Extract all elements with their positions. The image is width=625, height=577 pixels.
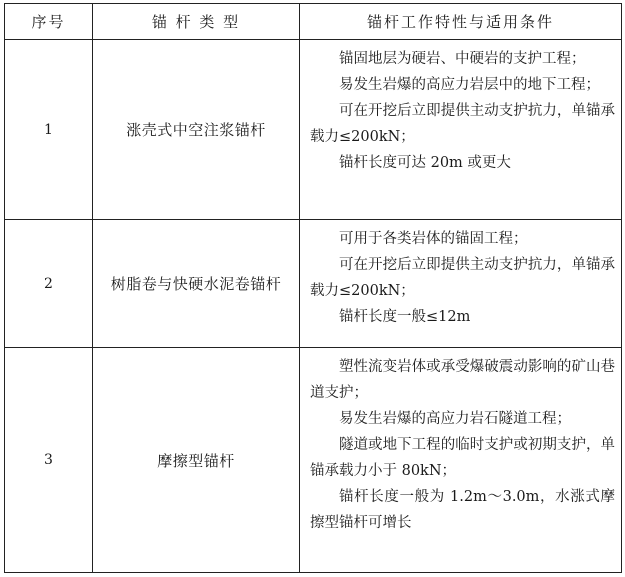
description-item: 可在开挖后立即提供主动支护抗力，单锚承载力≤200kN； xyxy=(310,257,615,299)
header-type: 锚 杆 类 型 xyxy=(93,4,300,40)
description-item: 锚杆长度可达 20m 或更大 xyxy=(339,155,511,171)
description-item: 锚固地层为硬岩、中硬岩的支护工程； xyxy=(339,51,586,67)
row-index: 2 xyxy=(5,220,93,348)
row-bolt-type: 摩擦型锚杆 xyxy=(93,348,300,573)
row-description xyxy=(300,348,622,573)
header-index: 序号 xyxy=(5,4,93,40)
description-item: 可用于各类岩体的锚固工程； xyxy=(339,231,528,247)
row-index: 3 xyxy=(5,348,93,573)
description-item: 易发生岩爆的高应力岩层中的地下工程； xyxy=(339,77,600,93)
description-item: 锚杆长度一般≤12m xyxy=(339,309,471,325)
table-row xyxy=(5,40,622,220)
table-row xyxy=(5,220,622,348)
header-description: 锚杆工作特性与适用条件 xyxy=(300,4,622,40)
row-bolt-type: 树脂卷与快硬水泥卷锚杆 xyxy=(93,220,300,348)
anchor-bolt-table xyxy=(4,3,622,573)
table-row xyxy=(5,348,622,573)
table-header-row xyxy=(5,4,622,40)
description-item: 塑性流变岩体或承受爆破震动影响的矿山巷道支护； xyxy=(310,359,615,401)
row-index: 1 xyxy=(5,40,93,220)
row-description xyxy=(300,220,622,348)
anchor-bolt-table-container xyxy=(4,3,621,571)
description-item: 易发生岩爆的高应力岩石隧道工程； xyxy=(339,411,571,427)
row-bolt-type: 涨壳式中空注浆锚杆 xyxy=(93,40,300,220)
row-description xyxy=(300,40,622,220)
description-item: 可在开挖后立即提供主动支护抗力，单锚承载力≤200kN； xyxy=(310,103,615,145)
description-item: 锚杆长度一般为 1.2m～3.0m，水涨式摩擦型锚杆可增长 xyxy=(310,489,615,531)
description-item: 隧道或地下工程的临时支护或初期支护，单锚承载力小于 80kN； xyxy=(310,437,615,479)
